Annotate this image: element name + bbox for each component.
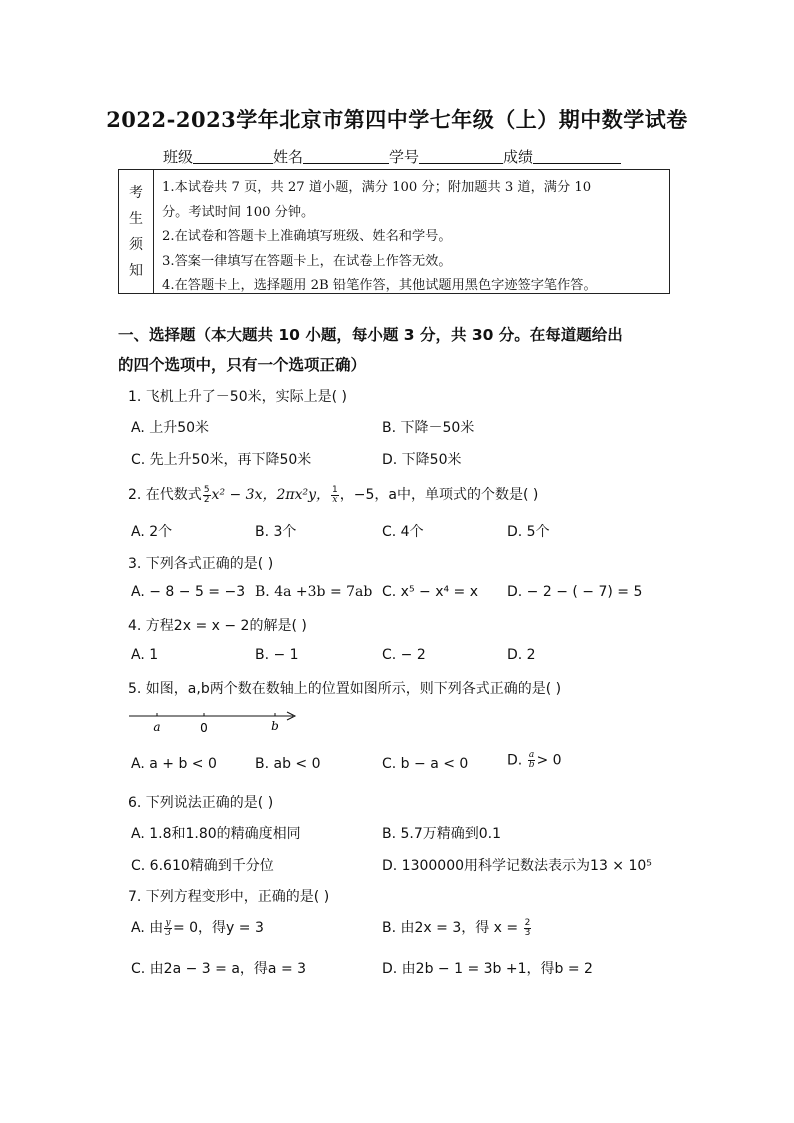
- fraction-denominator: 3: [165, 927, 171, 938]
- label-zero: 0: [200, 721, 208, 735]
- name-label: 姓名: [273, 148, 304, 166]
- question-5-option-a[interactable]: A. a + b < 0: [131, 756, 217, 772]
- question-5-stem: 5. 如图，a,b两个数在数轴上的位置如图所示，则下列各式正确的是( ): [128, 681, 562, 697]
- question-1-stem: 1. 飞机上升了－50米，实际上是( ): [128, 389, 347, 405]
- question-2-stem-prefix: 2. 在代数式: [128, 487, 202, 503]
- question-3-option-a[interactable]: A. − 8 − 5 = −3: [131, 584, 246, 600]
- question-4-stem: 4. 方程2x = x − 2的解是( ): [128, 618, 307, 634]
- question-7-option-c[interactable]: C. 由2a − 3 = a，得a = 3: [131, 961, 307, 977]
- exam-title: 2022-2023学年北京市第四中学七年级（上）期中数学试卷: [106, 107, 688, 132]
- notice-item: 1.本试卷共 7 页，共 27 道小题，满分 100 分；附加题共 3 道，满分 10: [162, 180, 592, 195]
- number-line-figure: [127, 705, 302, 739]
- question-7-option-b[interactable]: [382, 917, 532, 938]
- question-2-expression: x² − 3x，2πx²y，: [211, 487, 331, 503]
- question-7-option-d[interactable]: D. 由2b − 1 = 3b +1，得b = 2: [382, 961, 593, 977]
- question-2-option-a[interactable]: A. 2个: [131, 524, 173, 540]
- option-b-prefix: B. 由2x = 3，得 x =: [382, 920, 523, 936]
- label-a: a: [153, 720, 161, 734]
- question-6-stem: 6. 下列说法正确的是( ): [128, 795, 274, 811]
- question-6-option-a[interactable]: A. 1.8和1.80的精确度相同: [131, 826, 301, 842]
- fraction-denominator: 3: [524, 927, 531, 938]
- fraction-numerator: y: [165, 917, 171, 928]
- question-5-option-b[interactable]: B. ab < 0: [255, 756, 321, 772]
- exam-notice-box: [118, 169, 670, 294]
- question-3-option-b[interactable]: B. 4a +3b = 7ab: [255, 584, 373, 600]
- option-a-prefix: A. 由: [131, 920, 164, 936]
- question-6-option-d[interactable]: D. 1300000用科学记数法表示为13 × 10⁵: [382, 858, 652, 874]
- fraction-numerator: 1: [332, 484, 338, 495]
- question-5-option-c[interactable]: C. b − a < 0: [382, 756, 469, 772]
- question-1-option-d[interactable]: D. 下降50米: [382, 452, 462, 468]
- fraction-denominator: 2: [203, 494, 210, 505]
- class-blank[interactable]: [193, 149, 273, 164]
- score-label: 成绩: [503, 148, 534, 166]
- fraction-numerator: a: [528, 750, 535, 760]
- notice-side-label: [119, 170, 154, 293]
- question-2-stem: [128, 484, 538, 505]
- question-6-option-c[interactable]: C. 6.610精确到千分位: [131, 858, 274, 874]
- question-4-option-c[interactable]: C. − 2: [382, 647, 426, 663]
- question-7-stem: 7. 下列方程变形中，正确的是( ): [128, 889, 330, 905]
- question-3-stem: 3. 下列各式正确的是( ): [128, 556, 274, 572]
- class-label: 班级: [163, 148, 194, 166]
- question-2-option-b[interactable]: B. 3个: [255, 524, 297, 540]
- fraction-two-thirds: [524, 919, 532, 938]
- notice-side-char: 考: [129, 185, 143, 201]
- question-2-stem-suffix: ，−5，a中，单项式的个数是( ): [339, 487, 539, 503]
- label-b: b: [271, 719, 279, 733]
- student-info-line: [163, 146, 621, 167]
- notice-item: 3.答案一律填写在答题卡上，在试卷上作答无效。: [162, 254, 452, 269]
- question-1-option-a[interactable]: A. 上升50米: [131, 420, 210, 436]
- notice-item: 分。考试时间 100 分钟。: [162, 205, 315, 220]
- question-7-option-a[interactable]: [131, 917, 264, 938]
- option-a-tail: = 0，得y = 3: [172, 920, 264, 936]
- notice-item: 2.在试卷和答题卡上准确填写班级、姓名和学号。: [162, 229, 452, 244]
- student-id-label: 学号: [389, 148, 420, 166]
- question-2-option-c[interactable]: C. 4个: [382, 524, 424, 540]
- fraction-numerator: 2: [524, 917, 531, 928]
- fraction-y-over-3: [164, 919, 172, 938]
- section-heading-line2: 的四个选项中，只有一个选项正确）: [118, 356, 367, 374]
- question-4-option-d[interactable]: D. 2: [507, 647, 536, 663]
- student-id-blank[interactable]: [419, 149, 503, 164]
- notice-side-char: 生: [129, 211, 143, 227]
- option-d-tail: > 0: [536, 752, 562, 769]
- question-4-option-b[interactable]: B. − 1: [255, 647, 299, 663]
- notice-side-char: 知: [129, 263, 143, 279]
- name-blank[interactable]: [303, 149, 389, 164]
- fraction-one-over-x: [331, 486, 339, 505]
- fraction-a-over-b: [528, 751, 536, 770]
- question-2-option-d[interactable]: D. 5个: [507, 524, 550, 540]
- score-blank[interactable]: [533, 149, 621, 164]
- question-1-option-b[interactable]: B. 下降－50米: [382, 420, 475, 436]
- question-3-option-d[interactable]: D. − 2 − ( − 7) = 5: [507, 584, 643, 600]
- option-d-letter: D.: [507, 752, 527, 769]
- notice-side-char: 须: [129, 237, 143, 253]
- fraction-numerator: 5: [203, 484, 210, 495]
- fraction-five-halves: [203, 486, 211, 505]
- question-1-option-c[interactable]: C. 先上升50米，再下降50米: [131, 452, 312, 468]
- question-5-option-d[interactable]: [507, 751, 562, 770]
- question-4-option-a[interactable]: A. 1: [131, 647, 159, 663]
- fraction-denominator: b: [528, 760, 535, 770]
- question-6-option-b[interactable]: B. 5.7万精确到0.1: [382, 826, 502, 842]
- notice-item: 4.在答题卡上，选择题用 2B 铅笔作答，其他试题用黑色字迹签字笔作答。: [162, 278, 597, 293]
- section-heading-line1: 一、选择题（本大题共 10 小题，每小题 3 分，共 30 分。在每道题给出: [118, 326, 623, 344]
- question-3-option-c[interactable]: C. x⁵ − x⁴ = x: [382, 584, 479, 600]
- fraction-denominator: x: [332, 494, 338, 505]
